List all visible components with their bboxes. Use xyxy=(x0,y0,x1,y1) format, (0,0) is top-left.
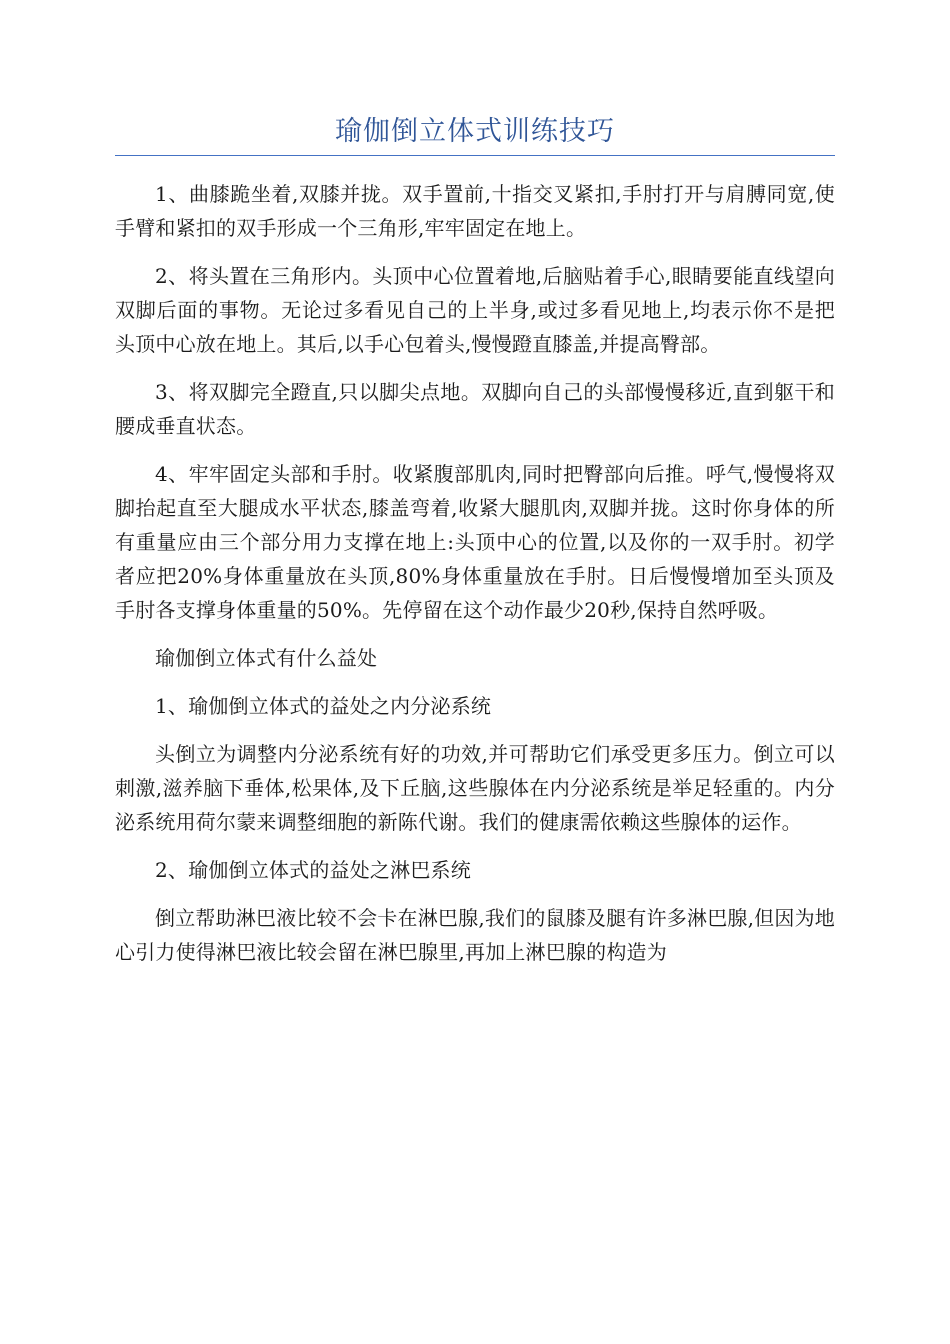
paragraph-step-4: 4、牢牢固定头部和手肘。收紧腹部肌肉,同时把臀部向后推。呼气,慢慢将双脚抬起直至大腿成水平状态,膝盖弯着,收紧大腿肌肉,双脚并拢。这时你身体的所有重量应由三个部分用力支撑在地上:头顶中心的位置,以及你的一双手肘。初学者应把20%身体重量放在头顶,80%身体重量放在手肘。日后慢慢增加至头顶及手肘各支撑身体重量的50%。先停留在这个动作最少20秒,保持自然呼吸。 xyxy=(115,462,835,622)
paragraph-step-2: 2、将头置在三角形内。头顶中心位置着地,后脑贴着手心,眼睛要能直线望向双脚后面的事物。无论过多看见自己的上半身,或过多看见地上,均表示你不是把头顶中心放在地上。其后,以手心包着头,慢慢蹬直膝盖,并提高臀部。 xyxy=(115,264,835,356)
section-heading-benefits: 瑜伽倒立体式有什么益处 xyxy=(155,646,378,670)
subheading-lymphatic: 2、瑜伽倒立体式的益处之淋巴系统 xyxy=(155,858,471,882)
paragraph-lymphatic: 倒立帮助淋巴液比较不会卡在淋巴腺,我们的鼠膝及腿有许多淋巴腺,但因为地心引力使得淋巴液比较会留在淋巴腺里,再加上淋巴腺的构造为 xyxy=(115,906,835,964)
paragraph-step-1: 1、曲膝跪坐着,双膝并拢。双手置前,十指交叉紧扣,手肘打开与肩膊同宽,使手臂和紧扣的双手形成一个三角形,牢牢固定在地上。 xyxy=(115,182,835,240)
title-block xyxy=(115,112,835,156)
document-body xyxy=(115,177,835,983)
paragraph-endocrine: 头倒立为调整内分泌系统有好的功效,并可帮助它们承受更多压力。倒立可以刺激,滋养脑下垂体,松果体,及下丘脑,这些腺体在内分泌系统是举足轻重的。内分泌系统用荷尔蒙来调整细胞的新陈代谢。我们的健康需依赖这些腺体的运作。 xyxy=(115,742,835,834)
subheading-endocrine: 1、瑜伽倒立体式的益处之内分泌系统 xyxy=(155,694,492,718)
paragraph-step-3: 3、将双脚完全蹬直,只以脚尖点地。双脚向自己的头部慢慢移近,直到躯干和腰成垂直状态。 xyxy=(115,380,835,438)
document-title: 瑜伽倒立体式训练技巧 xyxy=(335,116,615,147)
